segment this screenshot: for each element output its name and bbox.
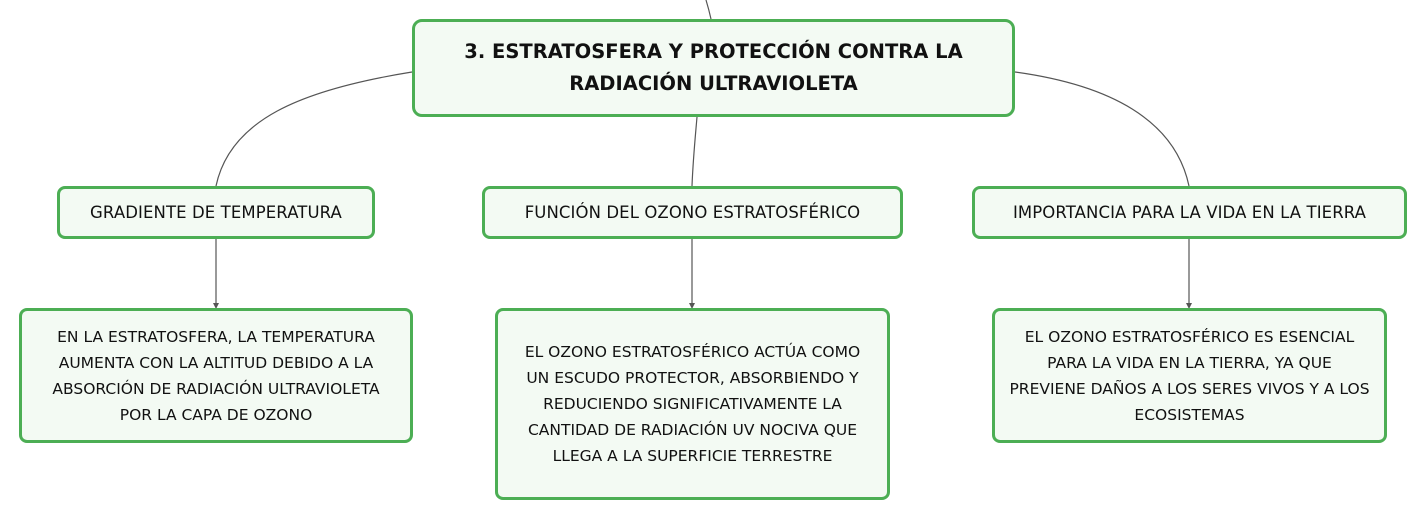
detail-line: PARA LA VIDA EN LA TIERRA, YA QUE — [1047, 353, 1332, 372]
root-title-line: RADIACIÓN ULTRAVIOLETA — [569, 72, 858, 95]
connector-parent-to-root — [706, 0, 711, 19]
root-topic-title — [448, 36, 978, 100]
connector-root-to-gradiente — [216, 72, 412, 186]
detail-text — [44, 324, 387, 428]
subtopic-title: FUNCIÓN DEL OZONO ESTRATOSFÉRICO — [524, 203, 861, 222]
detail-line: LLEGA A LA SUPERFICIE TERRESTRE — [552, 447, 833, 465]
detail-line: REDUCIENDO SIGNIFICATIVAMENTE LA — [543, 395, 842, 413]
subtopic-importancia-node[interactable] — [972, 186, 1407, 239]
connector-root-to-funcion — [692, 117, 697, 186]
detail-funcion-node[interactable] — [495, 308, 890, 500]
root-title-line: 3. ESTRATOSFERA Y PROTECCIÓN CONTRA LA — [464, 40, 963, 63]
detail-line: PREVIENE DAÑOS A LOS SERES VIVOS Y A LOS — [1009, 379, 1370, 398]
detail-line: ABSORCIÓN DE RADIACIÓN ULTRAVIOLETA — [52, 379, 380, 398]
subtopic-funcion-node[interactable] — [482, 186, 903, 239]
detail-importancia-node[interactable] — [992, 308, 1387, 443]
connector-root-to-importancia — [1015, 72, 1189, 186]
detail-line: AUMENTA CON LA ALTITUD DEBIDO A LA — [58, 353, 374, 372]
detail-line: POR LA CAPA DE OZONO — [119, 405, 313, 424]
detail-gradiente-node[interactable] — [19, 308, 413, 443]
detail-line: EL OZONO ESTRATOSFÉRICO ACTÚA COMO — [524, 343, 861, 361]
detail-text — [1001, 324, 1377, 428]
detail-line: CANTIDAD DE RADIACIÓN UV NOCIVA QUE — [527, 421, 858, 439]
detail-line: UN ESCUDO PROTECTOR, ABSORBIENDO Y — [526, 369, 859, 387]
subtopic-gradiente-node[interactable] — [57, 186, 375, 239]
detail-text — [517, 339, 868, 469]
subtopic-title: GRADIENTE DE TEMPERATURA — [90, 203, 342, 222]
detail-line: ECOSISTEMAS — [1134, 405, 1245, 424]
subtopic-title: IMPORTANCIA PARA LA VIDA EN LA TIERRA — [1012, 203, 1367, 222]
detail-line: EL OZONO ESTRATOSFÉRICO ES ESENCIAL — [1024, 327, 1355, 346]
root-topic-node[interactable] — [412, 19, 1015, 117]
detail-line: EN LA ESTRATOSFERA, LA TEMPERATURA — [57, 327, 375, 346]
